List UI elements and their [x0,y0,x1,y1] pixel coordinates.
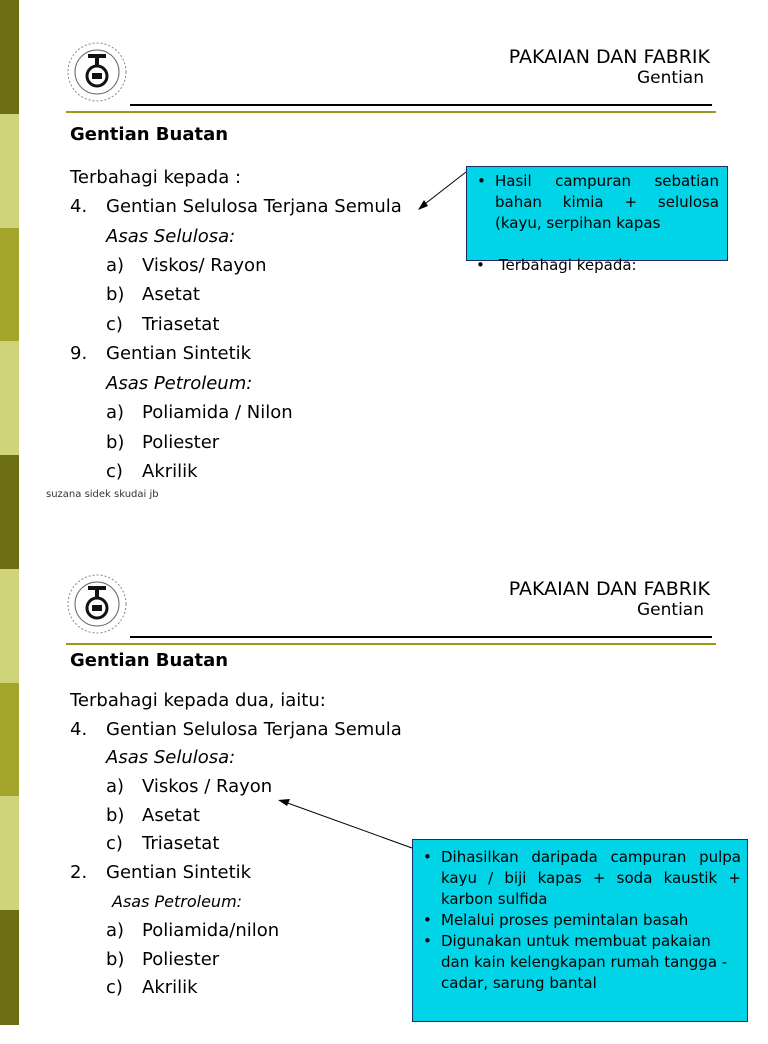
callout-text: Melalui proses pemintalan basah [441,911,689,929]
bullet-glyph: • [423,848,432,866]
sublist-text: Triasetat [142,833,220,854]
list-text: Gentian Selulosa Terjana Semula [106,719,402,740]
slide-1 [0,0,768,512]
callout-text: Hasil campuran sebatian bahan kimia + selulosa (kayu, serpihan kapas [495,172,719,232]
section-heading: Gentian Buatan [70,124,229,145]
sublist-text: Triasetat [142,314,220,335]
sublist-text: Poliamida / Nilon [142,402,293,423]
list-marker: 9. [70,343,88,364]
list-text: Gentian Sintetik [106,862,252,883]
basis-label: Asas Selulosa: [106,226,236,247]
intro-text: Terbahagi kepada : [70,167,242,188]
sublist-text: Akrilik [142,461,198,482]
callout-overflow-text: Terbahagi kepada: [498,256,637,274]
intro-text: Terbahagi kepada dua, iaitu: [70,690,326,711]
callout-text: Digunakan untuk membuat pakaian dan kain kelengkapan rumah tangga - cadar, sarung bantal [441,932,728,992]
list-marker: 2. [70,862,88,883]
sublist-marker: b) [106,432,125,453]
sublist-text: Poliester [142,432,220,453]
sublist-marker: a) [106,776,125,797]
sublist-text: Viskos/ Rayon [142,255,267,276]
slide-2 [0,532,768,1044]
header-subtitle: Gentian [637,68,704,88]
sublist-marker: a) [106,402,125,423]
list-text: Gentian Selulosa Terjana Semula [106,196,402,217]
list-text: Gentian Sintetik [106,343,252,364]
sublist-marker: b) [106,284,125,305]
callout-text: Dihasilkan daripada campuran pulpa kayu / biji kapas + soda kaustik + karbon sulfida [441,848,741,908]
sublist-marker: c) [106,461,123,482]
section-heading: Gentian Buatan [70,650,229,671]
list-marker: 4. [70,196,88,217]
sublist-marker: a) [106,920,125,941]
bullet-glyph: • [477,172,486,190]
list-marker: 4. [70,719,88,740]
sublist-text: Viskos / Rayon [142,776,273,797]
arrow-icon [0,532,768,1044]
header-title: PAKAIAN DAN FABRIK [508,578,710,600]
basis-label: Asas Petroleum: [112,892,243,911]
sublist-text: Poliester [142,949,220,970]
basis-label: Asas Selulosa: [106,747,236,768]
sublist-marker: a) [106,255,125,276]
sublist-text: Akrilik [142,977,198,998]
basis-label: Asas Petroleum: [106,373,253,394]
bullet-glyph: • [476,256,485,274]
header-title: PAKAIAN DAN FABRIK [508,46,710,68]
header-subtitle: Gentian [637,600,704,620]
sublist-text: Poliamida/nilon [142,920,280,941]
sublist-marker: c) [106,314,123,335]
bullet-glyph: • [423,911,432,929]
bullet-glyph: • [423,932,432,950]
arrow-icon [0,0,768,512]
sublist-marker: c) [106,977,123,998]
sublist-marker: b) [106,949,125,970]
sublist-text: Asetat [142,805,200,826]
sublist-marker: c) [106,833,123,854]
footer-credit: suzana sidek skudai jb [46,489,159,500]
sublist-text: Asetat [142,284,200,305]
sublist-marker: b) [106,805,125,826]
